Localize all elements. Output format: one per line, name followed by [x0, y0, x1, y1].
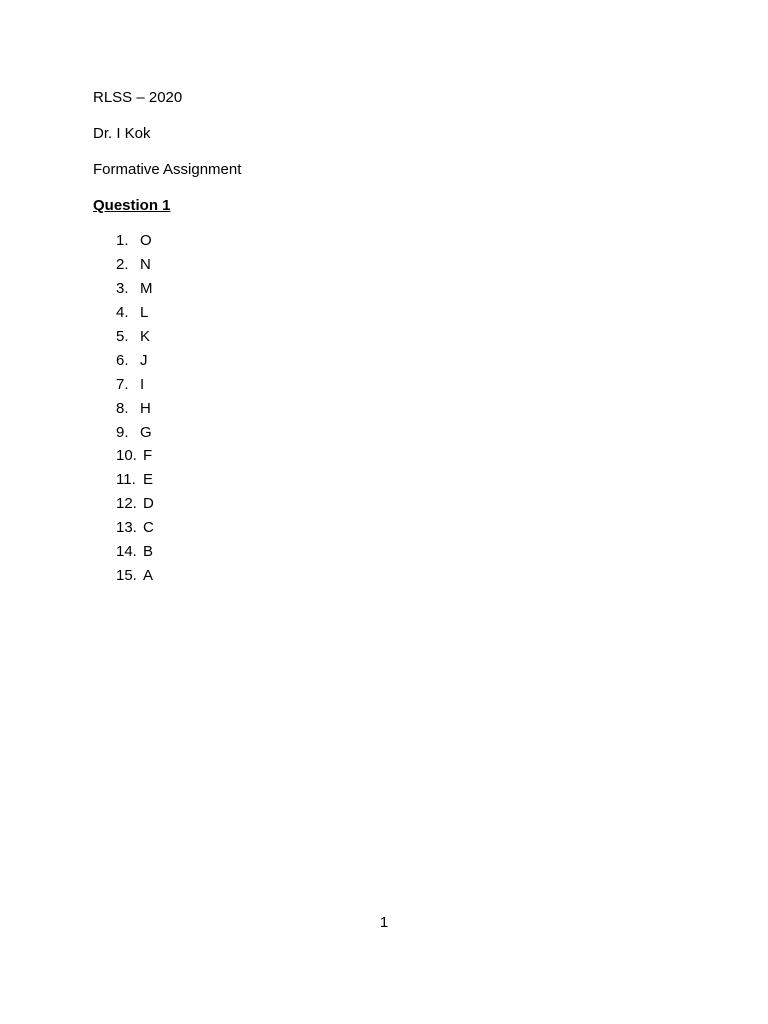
answer-number: 3.: [116, 279, 129, 297]
answer-letter: A: [143, 567, 154, 585]
answer-number: 7.: [116, 375, 129, 393]
answer-number: 9.: [116, 423, 129, 441]
answer-number: 6.: [116, 351, 129, 369]
course-line: RLSS – 2020: [93, 89, 183, 106]
answer-number: 11.: [116, 471, 136, 489]
answer-letter: H: [140, 399, 151, 417]
answer-number: 1.: [116, 232, 129, 249]
answer-letter: I: [140, 375, 145, 393]
answer-letter: N: [140, 255, 151, 273]
answer-letter: M: [140, 279, 153, 297]
lecturer-line: Dr. I Kok: [93, 125, 151, 142]
answer-number: 4.: [116, 303, 129, 321]
answer-number: 15.: [116, 567, 137, 585]
assignment-title: Formative Assignment: [93, 161, 242, 178]
answer-number: 14.: [116, 543, 137, 561]
page-number: 1: [379, 914, 389, 931]
answer-letter: L: [140, 303, 149, 321]
answer-number: 8.: [116, 399, 129, 417]
answer-number: 2.: [116, 255, 129, 273]
answer-number: 12.: [116, 495, 137, 513]
answer-letter: B: [143, 543, 154, 561]
answer-letter: O: [140, 232, 152, 249]
answer-number: 13.: [116, 519, 137, 537]
answer-letter: C: [143, 519, 154, 537]
answer-letter: G: [140, 423, 152, 441]
answer-letter: E: [143, 471, 154, 489]
answer-letter: F: [143, 447, 153, 465]
question-heading: Question 1: [93, 197, 171, 214]
answer-letter: D: [143, 495, 154, 513]
answer-letter: K: [140, 327, 151, 345]
answer-number: 5.: [116, 327, 129, 345]
answer-letter: J: [140, 351, 148, 369]
answer-number: 10.: [116, 447, 137, 465]
